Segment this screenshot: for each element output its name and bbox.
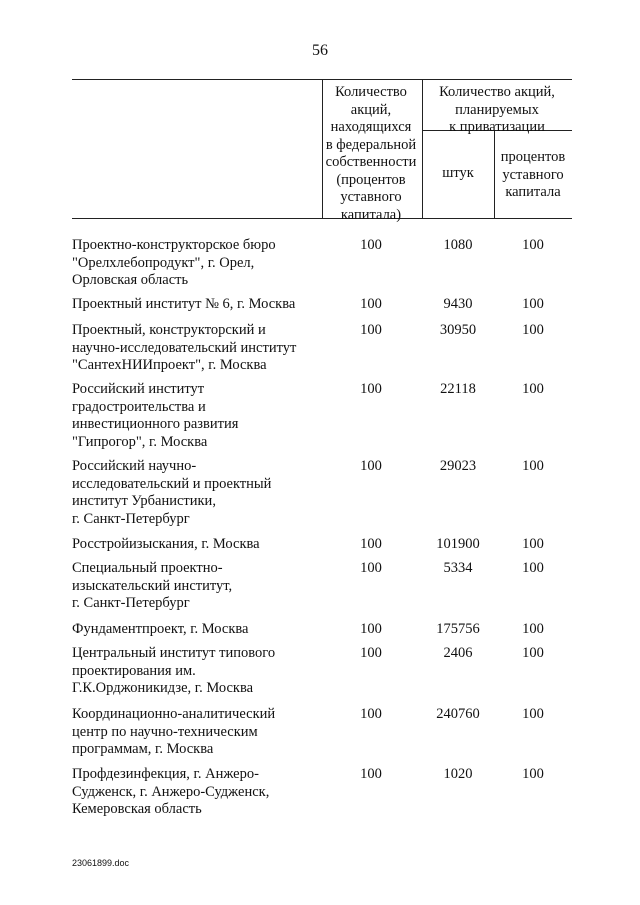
planned-shares-count: 1080 <box>443 237 473 253</box>
organization-name-line: Г.К.Орджоникидзе, г. Москва <box>72 680 254 696</box>
federal-ownership-percent: 100 <box>360 458 382 474</box>
organization-name-line: изыскательский институт, <box>72 577 233 594</box>
header-federal-line: акций, <box>350 101 392 118</box>
organization-name <box>72 706 317 759</box>
organization-name <box>72 621 317 639</box>
header-planned-line: Количество акций, <box>439 84 555 100</box>
header-percent-line: уставного <box>502 166 564 183</box>
header-shares-count: штук <box>442 165 474 181</box>
organization-name-line: Российский научно- <box>72 458 197 474</box>
header-percent-line: процентов <box>500 149 566 165</box>
header-federal-line: капитала) <box>340 206 402 223</box>
planned-charter-percent: 100 <box>522 458 544 474</box>
organization-name-line: Центральный институт типового <box>72 645 276 661</box>
federal-ownership-percent: 100 <box>360 536 382 552</box>
organization-name-line: Координационно-аналитический <box>72 706 276 722</box>
organization-name-line: программам, г. Москва <box>72 741 214 757</box>
planned-charter-percent: 100 <box>522 706 544 722</box>
header-planned-line: планируемых <box>455 101 539 118</box>
planned-charter-percent: 100 <box>522 296 544 312</box>
header-federal-line: собственности <box>325 154 417 170</box>
organization-name-line: градостроительства и <box>72 398 206 415</box>
organization-name-line: Проектный институт № 6, г. Москва <box>72 296 296 312</box>
organization-name-line: Специальный проектно- <box>72 560 223 576</box>
organization-name-line: Российский институт <box>72 381 205 397</box>
organization-name <box>72 560 317 613</box>
organization-name-line: исследовательский и проектный <box>72 475 272 492</box>
federal-ownership-percent: 100 <box>360 766 382 782</box>
planned-shares-count: 101900 <box>436 536 480 552</box>
planned-shares-count: 240760 <box>436 706 480 722</box>
organization-name-line: научно-исследовательский институт <box>72 339 297 356</box>
organization-name <box>72 536 317 554</box>
organization-name-line: "Гипрогор", г. Москва <box>72 433 208 450</box>
document-code: 23061899.doc <box>72 858 130 868</box>
federal-ownership-percent: 100 <box>360 621 382 637</box>
planned-charter-percent: 100 <box>522 381 544 397</box>
planned-shares-count: 30950 <box>439 322 477 338</box>
federal-ownership-percent: 100 <box>360 381 382 397</box>
header-federal-line: в федеральной <box>325 136 417 153</box>
page-number: 56 <box>312 42 328 59</box>
planned-charter-percent: 100 <box>522 766 544 782</box>
planned-shares-count: 2406 <box>443 645 473 661</box>
planned-shares-count: 175756 <box>436 621 480 637</box>
organization-name-line: проектирования им. <box>72 662 196 679</box>
organization-name <box>72 645 317 698</box>
organization-name-line: инвестиционного развития <box>72 416 239 432</box>
organization-name-line: центр по научно-техническим <box>72 723 258 740</box>
organization-name-line: "СантехНИИпроект", г. Москва <box>72 357 267 373</box>
planned-shares-count: 22118 <box>440 381 476 397</box>
header-federal-line: Количество <box>335 84 407 100</box>
organization-name-line: Орловская область <box>72 272 189 288</box>
organization-name-line: институт Урбанистики, <box>72 493 216 509</box>
federal-ownership-percent: 100 <box>360 706 382 722</box>
header-percent-line: капитала <box>505 184 561 200</box>
planned-charter-percent: 100 <box>522 322 544 338</box>
organization-name-line: Профдезинфекция, г. Анжеро- <box>72 766 259 782</box>
header-charter-percent <box>494 149 572 202</box>
planned-charter-percent: 100 <box>522 536 544 552</box>
planned-shares-count: 9430 <box>443 296 473 312</box>
header-planned-line: к приватизации <box>449 119 545 135</box>
organization-name-line: Фундаментпроект, г. Москва <box>72 621 249 637</box>
organization-name <box>72 237 317 290</box>
federal-ownership-percent: 100 <box>360 237 382 253</box>
organization-name <box>72 766 317 819</box>
organization-name-line: г. Санкт-Петербург <box>72 510 190 527</box>
organization-name <box>72 381 317 451</box>
organization-name-line: г. Санкт-Петербург <box>72 595 190 611</box>
planned-charter-percent: 100 <box>522 621 544 637</box>
header-federal-ownership <box>322 84 420 224</box>
organization-name-line: Судженск, г. Анжеро-Судженск, <box>72 783 270 800</box>
federal-ownership-percent: 100 <box>360 296 382 312</box>
planned-shares-count: 5334 <box>443 560 473 576</box>
federal-ownership-percent: 100 <box>360 322 382 338</box>
organization-name-line: Проектно-конструкторское бюро <box>72 237 276 253</box>
header-planned-privatization <box>422 84 572 137</box>
organization-name-line: Проектный, конструкторский и <box>72 322 266 338</box>
organization-name <box>72 322 317 375</box>
federal-ownership-percent: 100 <box>360 645 382 661</box>
header-federal-line: уставного <box>340 189 402 205</box>
organization-name-line: Росстройизыскания, г. Москва <box>72 536 260 552</box>
organization-name-line: "Орелхлебопродукт", г. Орел, <box>72 254 255 271</box>
planned-charter-percent: 100 <box>522 560 544 576</box>
header-federal-line: находящихся <box>330 119 412 135</box>
header-federal-line: (процентов <box>336 171 406 188</box>
organization-name-line: Кемеровская область <box>72 801 202 817</box>
planned-shares-count: 1020 <box>443 766 473 782</box>
planned-charter-percent: 100 <box>522 237 544 253</box>
organization-name <box>72 296 317 314</box>
organization-name <box>72 458 317 528</box>
planned-charter-percent: 100 <box>522 645 544 661</box>
federal-ownership-percent: 100 <box>360 560 382 576</box>
planned-shares-count: 29023 <box>439 458 477 474</box>
